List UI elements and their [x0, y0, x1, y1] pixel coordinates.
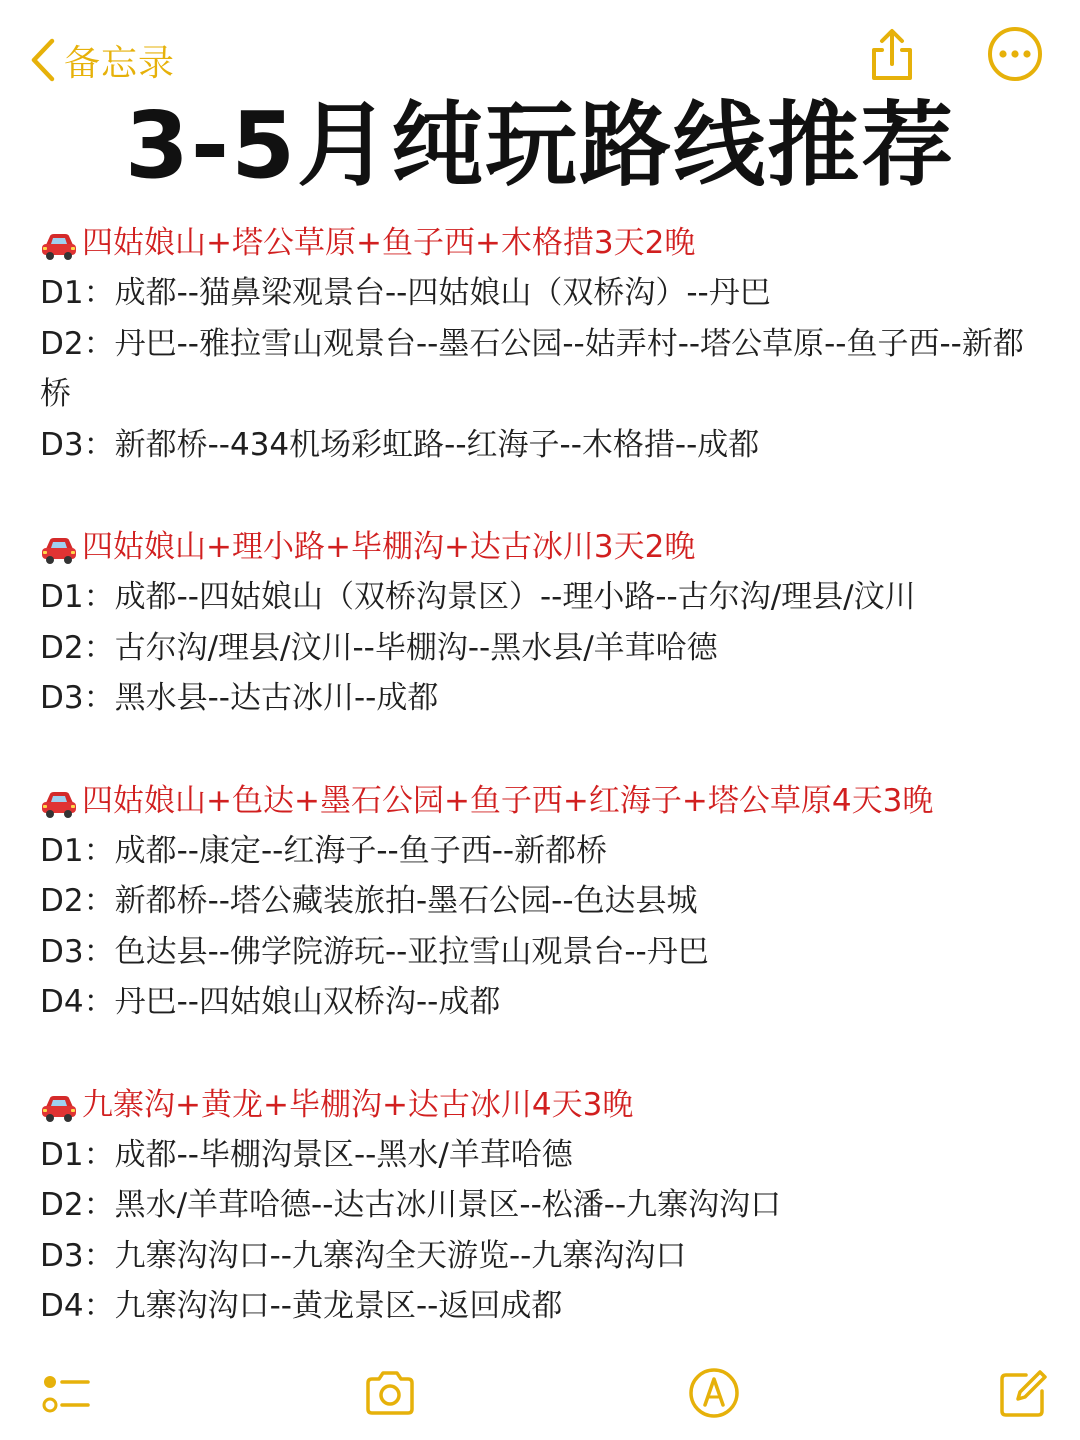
day-line: D2：黑水/羊茸哈德--达古冰川景区--松潘--九寨沟沟口: [40, 1187, 782, 1223]
route-title: [40, 1080, 1050, 1130]
route-title: [40, 218, 1050, 268]
day-line: D2：丹巴--雅拉雪山观景台--墨石公园--姑弄村--塔公草原--鱼子西--新都桥: [40, 325, 1024, 412]
route-block: [40, 218, 1050, 470]
bottom-toolbar: [0, 1355, 1080, 1435]
route-title: [40, 522, 1050, 572]
day-line: D3：九寨沟沟口--九寨沟全天游览--九寨沟沟口: [40, 1237, 687, 1274]
day-line: D3：色达县--佛学院游玩--亚拉雪山观景台--丹巴: [40, 933, 709, 970]
day-line: D3：新都桥--434机场彩虹路--红海子--木格措--成都: [40, 426, 760, 463]
route-title-text: 四姑娘山+色达+墨石公园+鱼子西+红海子+塔公草原4天3晚: [82, 782, 934, 819]
markup-icon: [686, 1406, 742, 1425]
day-line: D2：古尔沟/理县/汶川--毕棚沟--黑水县/羊茸哈德: [40, 629, 718, 666]
car-icon: [40, 227, 78, 259]
day-line: D1：成都--毕棚沟景区--黑水/羊茸哈德: [40, 1136, 573, 1173]
day-line: D1：成都--猫鼻梁观景台--四姑娘山（双桥沟）--丹巴: [40, 275, 771, 311]
day-line: D4：九寨沟沟口--黄龙景区--返回成都: [40, 1288, 563, 1324]
car-icon: [40, 1089, 78, 1121]
back-button[interactable]: [30, 30, 175, 90]
day-line: D1：成都--康定--红海子--鱼子西--新都桥: [40, 832, 608, 869]
car-icon: [40, 531, 78, 563]
day-line: D4：丹巴--四姑娘山双桥沟--成都: [40, 984, 501, 1020]
back-label: 备忘录: [64, 42, 176, 84]
route-title-text: 九寨沟+黄龙+毕棚沟+达古冰川4天3晚: [82, 1086, 634, 1123]
day-line: D1：成都--四姑娘山（双桥沟景区）--理小路--古尔沟/理县/汶川: [40, 579, 916, 615]
share-button[interactable]: [862, 24, 922, 84]
route-block: [40, 1080, 1050, 1332]
compose-button[interactable]: [996, 1365, 1052, 1421]
chevron-left-icon: [30, 38, 56, 82]
compose-icon: [996, 1406, 1052, 1425]
more-button[interactable]: [985, 24, 1045, 84]
route-title: [40, 776, 1050, 826]
camera-icon: [362, 1406, 418, 1425]
day-line: D3：黑水县--达古冰川--成都: [40, 680, 439, 716]
car-icon: [40, 785, 78, 817]
checklist-button[interactable]: [38, 1365, 94, 1421]
route-block: [40, 776, 1050, 1028]
note-body[interactable]: [40, 218, 1050, 1384]
markup-button[interactable]: [686, 1365, 742, 1421]
camera-button[interactable]: [362, 1365, 418, 1421]
route-block: [40, 522, 1050, 724]
route-title-text: 四姑娘山+理小路+毕棚沟+达古冰川3天2晚: [82, 529, 696, 565]
navigation-bar: [0, 0, 1080, 100]
day-line: D2：新都桥--塔公藏装旅拍-墨石公园--色达县城: [40, 883, 698, 919]
checklist-icon: [38, 1406, 94, 1425]
route-title-text: 四姑娘山+塔公草原+鱼子西+木格措3天2晚: [82, 225, 696, 261]
page-title: 3-5月纯玩路线推荐: [124, 92, 956, 199]
